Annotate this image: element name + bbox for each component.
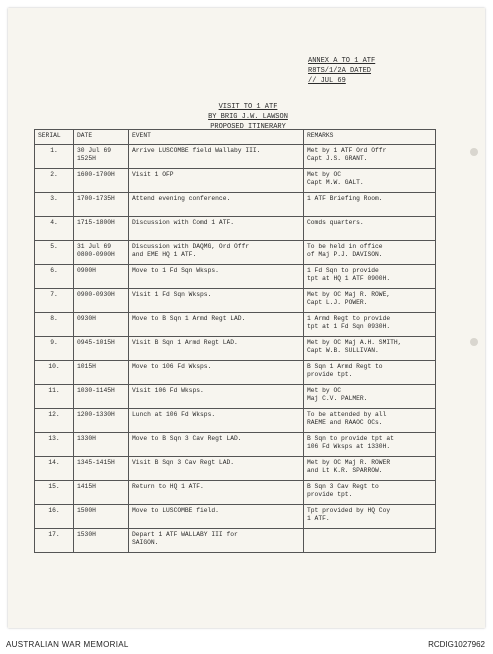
punch-hole — [470, 338, 478, 346]
row-date: 0900-0930H — [74, 289, 129, 313]
row-date: 1600-1700H — [74, 169, 129, 193]
row-remarks: B Sqn 3 Cav Regt to provide tpt. — [304, 481, 436, 505]
table-row — [35, 361, 436, 385]
row-date: 1015H — [74, 361, 129, 385]
table-row — [35, 217, 436, 241]
table-row — [35, 433, 436, 457]
header-event: EVENT — [129, 130, 304, 145]
row-event: Lunch at 106 Fd Wksps. — [129, 409, 304, 433]
title-line: VISIT TO 1 ATF — [218, 103, 278, 111]
row-date: 1030-1145H — [74, 385, 129, 409]
row-date: 1700-1735H — [74, 193, 129, 217]
row-remarks: B Sqn 1 Armd Regt to provide tpt. — [304, 361, 436, 385]
row-event: Move to B Sqn 1 Armd Regt LAD. — [129, 313, 304, 337]
row-serial: 14. — [35, 457, 74, 481]
row-remarks: Met by OC Capt M.W. GALT. — [304, 169, 436, 193]
table-row — [35, 409, 436, 433]
row-remarks: 1 Fd Sqn to provide tpt at HQ 1 ATF 0900H. — [304, 265, 436, 289]
row-remarks: Met by OC Maj C.V. PALMER. — [304, 385, 436, 409]
row-remarks: B Sqn to provide tpt at 106 Fd Wksps at 1330H. — [304, 433, 436, 457]
row-event: Visit B Sqn 1 Armd Regt LAD. — [129, 337, 304, 361]
row-date: 1330H — [74, 433, 129, 457]
annex-line: ANNEX A TO 1 ATF — [308, 57, 376, 65]
row-serial: 16. — [35, 505, 74, 529]
punch-hole — [470, 148, 478, 156]
row-date: 1415H — [74, 481, 129, 505]
row-serial: 7. — [35, 289, 74, 313]
table-row — [35, 481, 436, 505]
row-serial: 5. — [35, 241, 74, 265]
row-event: Visit B Sqn 3 Cav Regt LAD. — [129, 457, 304, 481]
row-serial: 8. — [35, 313, 74, 337]
document-title — [168, 102, 328, 132]
table-row — [35, 529, 436, 553]
row-event: Attend evening conference. — [129, 193, 304, 217]
row-serial: 13. — [35, 433, 74, 457]
row-serial: 15. — [35, 481, 74, 505]
footer-bar — [0, 636, 493, 654]
title-line: BY BRIG J.W. LAWSON — [208, 113, 288, 121]
row-event: Arrive LUSCOMBE field Wallaby III. — [129, 145, 304, 169]
row-event: Move to 1 Fd Sqn Wksps. — [129, 265, 304, 289]
row-event: Depart 1 ATF WALLABY III for SAIGON. — [129, 529, 304, 553]
row-date: 1345-1415H — [74, 457, 129, 481]
table-body — [35, 145, 436, 553]
row-event: Discussion with DAQMG, Ord Offr and EME HQ 1 ATF. — [129, 241, 304, 265]
archive-name: AUSTRALIAN WAR MEMORIAL — [6, 640, 129, 649]
row-date: 0900H — [74, 265, 129, 289]
row-serial: 9. — [35, 337, 74, 361]
row-remarks: Comds quarters. — [304, 217, 436, 241]
table-row — [35, 265, 436, 289]
row-date: 1500H — [74, 505, 129, 529]
row-event: Move to B Sqn 3 Cav Regt LAD. — [129, 433, 304, 457]
table-row — [35, 385, 436, 409]
table-row — [35, 169, 436, 193]
row-serial: 4. — [35, 217, 74, 241]
table-row — [35, 505, 436, 529]
row-remarks: Met by 1 ATF Ord Offr Capt J.S. GRANT. — [304, 145, 436, 169]
row-serial: 1. — [35, 145, 74, 169]
row-remarks: To be held in office of Maj P.J. DAVISON. — [304, 241, 436, 265]
row-remarks: Met by OC Maj R. ROWER and Lt K.R. SPARROW. — [304, 457, 436, 481]
table-row — [35, 457, 436, 481]
row-event: Visit 1 OFP — [129, 169, 304, 193]
annex-reference — [308, 56, 375, 86]
row-remarks: To be attended by all RAEME and RAAOC OCs. — [304, 409, 436, 433]
row-event: Move to 106 Fd Wksps. — [129, 361, 304, 385]
itinerary-table — [34, 129, 436, 553]
row-remarks: Met by OC Maj R. ROWE, Capt L.J. POWER. — [304, 289, 436, 313]
row-date: 31 Jul 69 0800-0900H — [74, 241, 129, 265]
table-row — [35, 313, 436, 337]
table-row — [35, 337, 436, 361]
row-event: Discussion with Comd 1 ATF. — [129, 217, 304, 241]
table-header-row — [35, 130, 436, 145]
row-event: Move to LUSCOMBE field. — [129, 505, 304, 529]
annex-line: // JUL 69 — [308, 77, 346, 85]
header-serial: SERIAL — [35, 130, 74, 145]
header-date: DATE — [74, 130, 129, 145]
row-event: Visit 1 Fd Sqn Wksps. — [129, 289, 304, 313]
row-remarks: Tpt provided by HQ Coy 1 ATF. — [304, 505, 436, 529]
table-row — [35, 193, 436, 217]
annex-line: R8TS/1/2A DATED — [308, 67, 372, 75]
row-event: Visit 106 Fd Wksps. — [129, 385, 304, 409]
row-date: 1715-1800H — [74, 217, 129, 241]
row-date: 1200-1330H — [74, 409, 129, 433]
table-row — [35, 241, 436, 265]
archive-id: RCDIG1027962 — [428, 640, 485, 649]
row-remarks: 1 Armd Regt to provide tpt at 1 Fd Sqn 0930H. — [304, 313, 436, 337]
row-date: 0945-1015H — [74, 337, 129, 361]
header-remarks: REMARKS — [304, 130, 436, 145]
row-serial: 17. — [35, 529, 74, 553]
row-serial: 11. — [35, 385, 74, 409]
row-date: 30 Jul 69 1525H — [74, 145, 129, 169]
row-serial: 10. — [35, 361, 74, 385]
row-remarks: 1 ATF Briefing Room. — [304, 193, 436, 217]
row-serial: 12. — [35, 409, 74, 433]
row-serial: 2. — [35, 169, 74, 193]
table-row — [35, 145, 436, 169]
row-date: 1530H — [74, 529, 129, 553]
row-serial: 3. — [35, 193, 74, 217]
row-remarks — [304, 529, 436, 553]
row-remarks: Met by OC Maj A.H. SMITH, Capt W.B. SULLIVAN. — [304, 337, 436, 361]
row-event: Return to HQ 1 ATF. — [129, 481, 304, 505]
row-serial: 6. — [35, 265, 74, 289]
table-row — [35, 289, 436, 313]
title-line: PROPOSED ITINERARY — [210, 123, 286, 131]
row-date: 0930H — [74, 313, 129, 337]
